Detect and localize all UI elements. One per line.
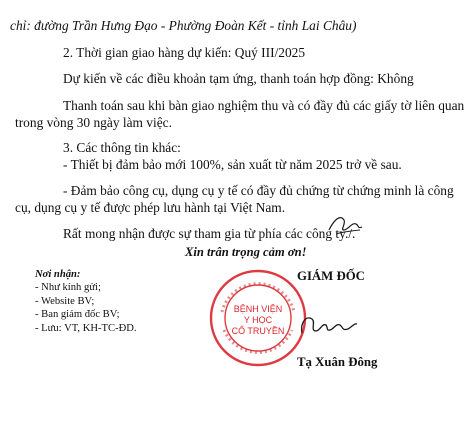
- recipients-heading: Nơi nhận:: [35, 269, 81, 280]
- closing-thanks: Xin trân trọng cảm ơn!: [185, 245, 307, 259]
- official-stamp: [208, 268, 308, 368]
- advance-terms: Dự kiến về các điều khoản tạm ứng, thanh toán hợp đồng: Không: [63, 71, 414, 86]
- address-line: chỉ: đường Trần Hưng Đạo - Phường Đoàn Kết - tỉnh Lai Châu): [10, 18, 357, 33]
- delivery-time: 2. Thời gian giao hàng dự kiến: Quý III/2025: [63, 45, 306, 60]
- payment-terms-line-2: trong vòng 30 ngày làm việc.: [15, 115, 172, 130]
- stamp-line-2: Y HỌC: [243, 315, 273, 325]
- closing-request: Rất mong nhận được sự tham gia từ phía các công ty./.: [63, 226, 356, 241]
- recipient-item: - Lưu: VT, KH-TC-ĐD.: [35, 322, 137, 334]
- director-name: Tạ Xuân Đông: [297, 355, 378, 369]
- other-info-heading: 3. Các thông tin khác:: [63, 140, 181, 155]
- initial-signature: [326, 210, 366, 240]
- director-title: GIÁM ĐỐC: [297, 269, 365, 283]
- other-info-bullet-1: - Thiết bị đảm bảo mới 100%, sản xuất từ năm 2025 trở về sau.: [63, 157, 402, 172]
- stamp-line-3: CỔ TRUYỀN: [231, 326, 285, 336]
- director-signature: [296, 305, 360, 345]
- recipient-item: - Website BV;: [35, 295, 95, 307]
- recipient-item: - Như kính gửi;: [35, 282, 101, 294]
- stamp-line-1: BỆNH VIỆN: [233, 304, 283, 314]
- other-info-bullet-2-line-2: cụ, dụng cụ y tế được phép lưu hành tại Việt Nam.: [15, 200, 286, 215]
- recipient-item: - Ban giám đốc BV;: [35, 309, 120, 321]
- other-info-bullet-2-line-1: - Đảm bảo công cụ, dụng cụ y tế có đầy đủ chứng từ chứng minh là công: [63, 183, 454, 198]
- payment-terms-line-1: Thanh toán sau khi bàn giao nghiệm thu và có đầy đủ các giấy tờ liên quan: [63, 98, 464, 113]
- recipients-block: [35, 268, 137, 335]
